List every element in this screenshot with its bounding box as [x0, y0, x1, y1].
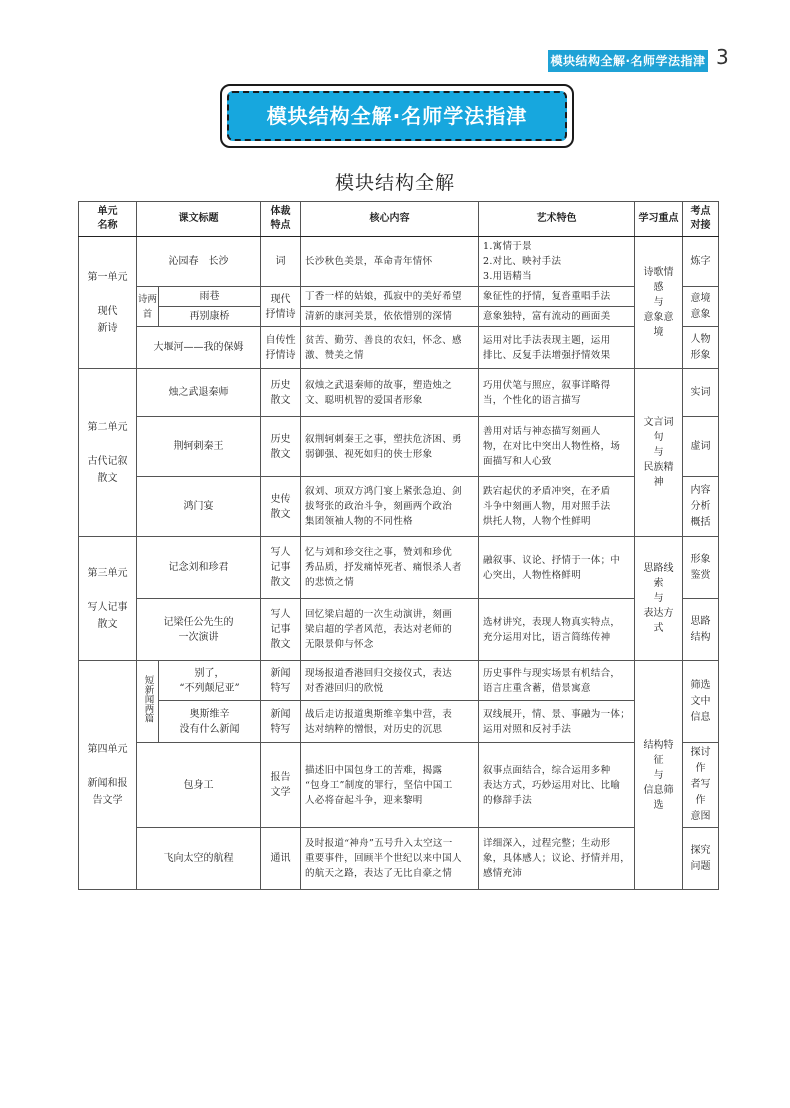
col-art-header: 艺术特色 [479, 202, 635, 237]
art-feature-cell: 巧用伏笔与照应，叙事详略得 当，个性化的语言描写 [479, 369, 635, 417]
art-feature-cell: 意象独特，富有流动的画面美 [479, 307, 635, 327]
lesson-title: 记梁任公先生的 一次演讲 [137, 599, 261, 661]
core-content-cell: 丁香一样的姑娘，孤寂中的美好希望 [301, 287, 479, 307]
genre-cell: 写人 记事 散文 [261, 537, 301, 599]
table-row [79, 287, 719, 307]
unit-name-cell: 第三单元 写人记事 散文 [79, 537, 137, 661]
header-section-tab: 模块结构全解·名师学法指津 [548, 50, 708, 72]
art-feature-cell: 详细深入，过程完整；生动形 象，具体感人；议论、抒情并用， 感情充沛 [479, 828, 635, 890]
table-row [79, 417, 719, 477]
lesson-title: 记念刘和珍君 [137, 537, 261, 599]
genre-cell: 新闻 特写 [261, 661, 301, 701]
exam-point-cell: 形象 鉴赏 [683, 537, 719, 599]
lesson-group-label: 诗两首 [137, 287, 159, 327]
study-focus-cell: 结构特征 与 信息筛选 [635, 661, 683, 890]
exam-point-cell: 探讨作 者写作 意图 [683, 743, 719, 828]
exam-point-cell: 思路 结构 [683, 599, 719, 661]
table-row [79, 661, 719, 701]
art-feature-cell: 运用对比手法表现主题，运用 排比、反复手法增强抒情效果 [479, 327, 635, 369]
art-feature-cell: 叙事点面结合，综合运用多种 表达方式，巧妙运用对比、比喻 的修辞手法 [479, 743, 635, 828]
core-content-cell: 及时报道“神舟”五号升入太空这一 重要事件，回顾半个世纪以来中国人 的航天之路，表达了无比自豪之情 [301, 828, 479, 890]
table-row [79, 701, 719, 743]
col-genre-header: 体裁 特点 [261, 202, 301, 237]
lesson-title: 大堰河——我的保姆 [137, 327, 261, 369]
header-row [79, 202, 719, 237]
core-content-cell: 战后走访报道奥斯维辛集中营，表 达对纳粹的憎恨，对历史的沉思 [301, 701, 479, 743]
lesson-title: 荆轲刺秦王 [137, 417, 261, 477]
title-banner [220, 84, 574, 148]
lesson-title: 再别康桥 [159, 307, 261, 327]
table-row [79, 599, 719, 661]
lesson-title: 烛之武退秦师 [137, 369, 261, 417]
unit-name-cell: 第二单元 古代记叙 散文 [79, 369, 137, 537]
exam-point-cell: 虚词 [683, 417, 719, 477]
art-feature-cell: 象征性的抒情，复沓重唱手法 [479, 287, 635, 307]
core-content-cell: 叙刘、项双方鸿门宴上紧张急迫、剑 拔弩张的政治斗争，刻画两个政治 集团领袖人物的不同性格 [301, 477, 479, 537]
col-core-header: 核心内容 [301, 202, 479, 237]
art-feature-cell: 双线展开，情、景、事融为一体； 运用对照和反衬手法 [479, 701, 635, 743]
module-structure-table [78, 201, 719, 890]
lesson-title: 雨巷 [159, 287, 261, 307]
genre-cell: 写人 记事 散文 [261, 599, 301, 661]
core-content-cell: 叙荆轲刺秦王之事，塑扶危济困、勇 弱御强、视死如归的侠士形象 [301, 417, 479, 477]
page-number: 3 [716, 45, 729, 69]
core-content-cell: 忆与刘和珍交往之事，赞刘和珍优 秀品质，抒发痛悼死者、痛恨杀人者 的悲愤之情 [301, 537, 479, 599]
exam-point-cell: 筛选 文中 信息 [683, 661, 719, 743]
exam-point-cell: 内容 分析 概括 [683, 477, 719, 537]
genre-cell: 报告 文学 [261, 743, 301, 828]
table-row [79, 828, 719, 890]
study-focus-cell: 文言词句 与 民族精神 [635, 369, 683, 537]
lesson-title: 别了， “不列颠尼亚” [159, 661, 261, 701]
genre-cell: 现代 抒情诗 [261, 287, 301, 327]
table-row [79, 237, 719, 287]
genre-cell: 史传 散文 [261, 477, 301, 537]
table-row [79, 307, 719, 327]
art-feature-cell: 善用对话与神态描写刻画人 物，在对比中突出人物性格，场 面描写和人心致 [479, 417, 635, 477]
core-content-cell: 长沙秋色美景，革命青年情怀 [301, 237, 479, 287]
art-feature-cell: 选材讲究，表现人物真实特点， 充分运用对比，语言简练传神 [479, 599, 635, 661]
unit-name-cell: 第四单元 新闻和报 告文学 [79, 661, 137, 890]
genre-cell: 历史 散文 [261, 369, 301, 417]
lesson-title: 奥斯维辛 没有什么新闻 [159, 701, 261, 743]
core-content-cell: 清新的康河美景，依依惜别的深情 [301, 307, 479, 327]
table-row [79, 327, 719, 369]
lesson-title: 飞向太空的航程 [137, 828, 261, 890]
genre-cell: 词 [261, 237, 301, 287]
genre-cell: 通讯 [261, 828, 301, 890]
exam-point-cell: 炼字 [683, 237, 719, 287]
exam-point-cell: 人物 形象 [683, 327, 719, 369]
col-focus-header: 学习重点 [635, 202, 683, 237]
core-content-cell: 描述旧中国包身工的苦难，揭露 “包身工”制度的罪行，坚信中国工 人必将奋起斗争，迎来黎明 [301, 743, 479, 828]
core-content-cell: 叙烛之武退秦师的故事，塑造烛之 文、聪明机智的爱国者形象 [301, 369, 479, 417]
core-content-cell: 贫苦、勤劳、善良的农妇，怀念、感 激、赞美之情 [301, 327, 479, 369]
exam-point-cell: 探究 问题 [683, 828, 719, 890]
art-feature-cell: 历史事件与现实场景有机结合， 语言庄重含蓄，借景寓意 [479, 661, 635, 701]
study-focus-cell: 思路线索 与 表达方式 [635, 537, 683, 661]
table-title: 模块结构全解 [334, 172, 455, 194]
lesson-group-label: 短新闻两篇 [137, 661, 159, 743]
study-focus-cell: 诗歌情感 与 意象意境 [635, 237, 683, 369]
art-feature-cell: 跌宕起伏的矛盾冲突，在矛盾 斗争中刻画人物，用对照手法 烘托人物，人物个性鲜明 [479, 477, 635, 537]
exam-point-cell: 实词 [683, 369, 719, 417]
core-content-cell: 现场报道香港回归交接仪式，表达 对香港回归的欣悦 [301, 661, 479, 701]
col-lesson-header: 课文标题 [137, 202, 261, 237]
unit-name-cell: 第一单元 现代 新诗 [79, 237, 137, 369]
table-row [79, 537, 719, 599]
genre-cell: 自传性 抒情诗 [261, 327, 301, 369]
lesson-title: 鸿门宴 [137, 477, 261, 537]
lesson-title: 包身工 [137, 743, 261, 828]
table-row [79, 743, 719, 828]
table-row [79, 477, 719, 537]
art-feature-cell: 融叙事、议论、抒情于一体；中 心突出，人物性格鲜明 [479, 537, 635, 599]
col-exam-header: 考点 对接 [683, 202, 719, 237]
art-feature-cell: 1.寓情于景 2.对比、映衬手法 3.用语精当 [479, 237, 635, 287]
exam-point-cell: 意境 意象 [683, 287, 719, 327]
lesson-title: 沁园春 长沙 [137, 237, 261, 287]
core-content-cell: 回忆梁启超的一次生动演讲，刻画 梁启超的学者风范，表达对老师的 无限景仰与怀念 [301, 599, 479, 661]
table-row [79, 369, 719, 417]
genre-cell: 新闻 特写 [261, 701, 301, 743]
col-unit-header: 单元 名称 [79, 202, 137, 237]
genre-cell: 历史 散文 [261, 417, 301, 477]
banner-title: 模块结构全解·名师学法指津 [227, 91, 567, 141]
